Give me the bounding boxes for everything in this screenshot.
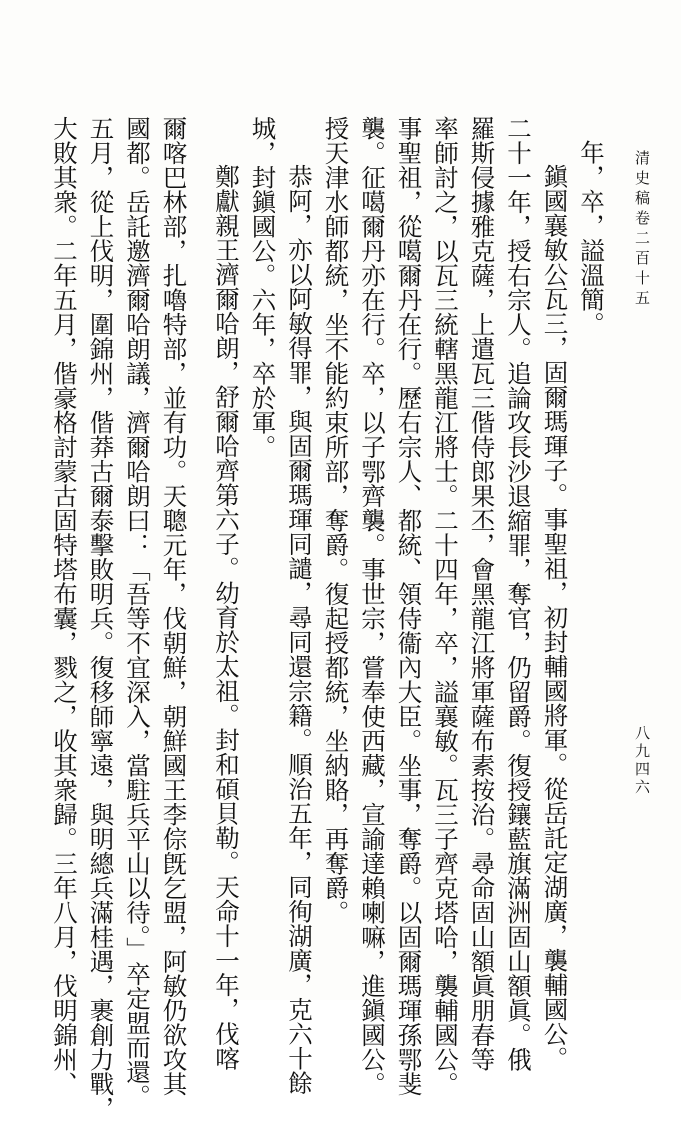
text-column: 城，封鎭國公。六年，卒於軍。 — [248, 116, 278, 459]
body-text — [46, 116, 610, 1121]
text-column: 國都。岳託邀濟爾哈朗議，濟爾哈朗曰：「吾等不宜深入，當駐兵平山以待。」卒定盟而還。 — [123, 116, 152, 1109]
text-column: 授天津水師都統，坐不能約束所部，奪爵。復起授都統，坐納賂，再奪爵。 — [321, 116, 351, 925]
text-column: 爾喀巴林部，扎嚕特部，並有功。天聰元年，伐朝鮮，朝鮮國王李倧旣乞盟，阿敏仍欲攻其 — [159, 116, 189, 1096]
text-column: 大敗其衆。二年五月，偕豪格討蒙古固特塔布囊，戮之，收其衆歸。三年八月，伐明錦州、 — [50, 116, 79, 1096]
text-column: 五月，從上伐明，圍錦州，偕莽古爾泰擊敗明兵。復移師寧遠，與明總兵滿桂遇，裹創力戰， — [86, 116, 116, 1121]
running-header-title: 清史稿卷二百十五 — [633, 150, 651, 310]
text-column: 恭阿，亦以阿敏得罪，與固爾瑪琿同譴，尋同還宗籍。順治五年，同徇湖廣，克六十餘 — [285, 164, 314, 1095]
text-column: 羅斯侵據雅克薩，上遣瓦三偕侍郎果丕，會黑龍江將軍薩布素按治。尋命固山額眞朋春等 — [467, 116, 497, 1072]
page-number: 八九四六 — [633, 725, 651, 797]
text-column: 鎭國襄敏公瓦三，固爾瑪琿子。事聖祖，初封輔國將軍。從岳託定湖廣，襲輔國公。 — [540, 164, 570, 1071]
text-column: 鄭獻親王濟爾哈朗，舒爾哈齊第六子。幼育於太祖。封和碩貝勒。天命十一年，伐喀 — [212, 164, 241, 1071]
text-column: 年，卒，謚溫簡。 — [577, 140, 606, 336]
text-column: 事聖祖，從噶爾丹在行。歷右宗人、都統、領侍衞內大臣。坐事，奪爵。以固爾瑪琿孫鄂斐 — [394, 116, 424, 1096]
text-column: 率師討之，以瓦三統轄黑龍江將士。二十四年，卒，謚襄敏。瓦三子齊克塔哈，襲輔國公。 — [431, 116, 460, 1096]
text-column: 二十一年，授右宗人。追論攻長沙退縮罪，奪官，仍留爵。復授鑲藍旗滿洲固山額眞。俄 — [504, 116, 533, 1072]
text-column: 襲。征噶爾丹亦在行。卒，以子鄂齊襲。事世宗，嘗奉使西藏，宣諭達賴喇嘛，進鎭國公。 — [358, 116, 387, 1096]
